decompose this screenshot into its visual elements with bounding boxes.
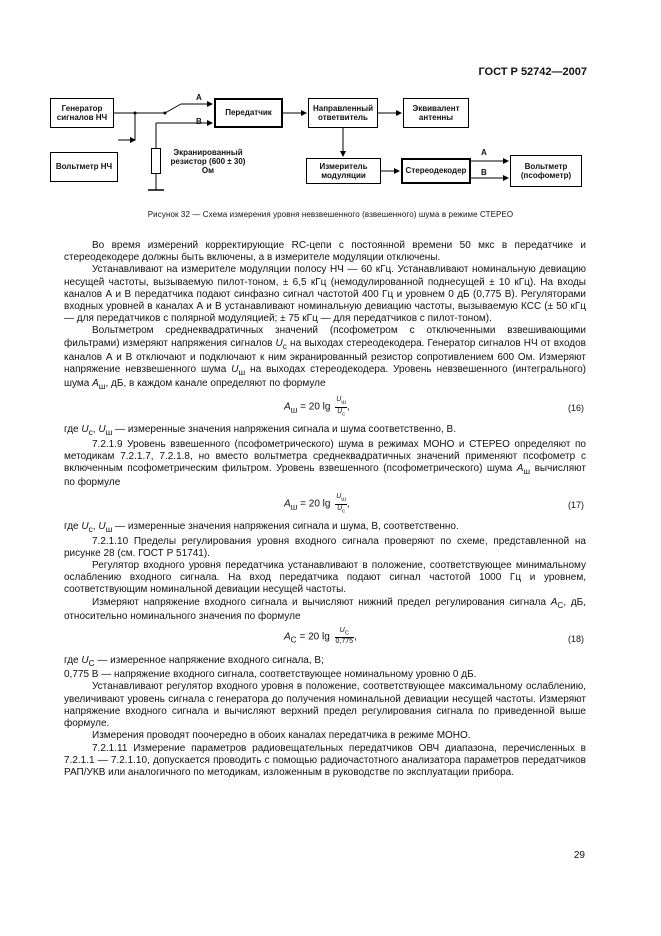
- paragraph: где $U_c$, $U_ш$ — измеренные значения напряжения сигнала и шума, В, соответственно.: [64, 521, 459, 535]
- voltmeter-lf-block: Вольтметр НЧ: [50, 152, 118, 182]
- psophometer-block: Вольтметр (псофометр): [510, 155, 582, 187]
- paragraph: Измерения проводят поочередно в обоих каналах передатчика в режиме МОНО.: [92, 730, 471, 742]
- document-header: ГОСТ Р 52742—2007: [478, 66, 587, 78]
- paragraph: Измеряют напряжение входного сигнала и вычисляют нижний предел регулирования сигнала $A_C$, дБ, относительно номинального значения по формуле: [64, 596, 586, 622]
- transmitter-block: Передатчик: [214, 98, 283, 128]
- switch-b-label: B: [196, 117, 202, 126]
- paragraph: 7.2.1.9 Уровень взвешенного (псофометрического) шума в режимах МОНО и СТЕРЕО определяют по методикам 7.2.1.7, 7.2.1.8, но вместо вольтметра среднеквадратичных значений применяют псофометр с включенным псофометрическим фильтром. Уровень взвешенного (псофометрического) шума $A_ш$ вычисляют по формуле: [64, 438, 586, 489]
- shielded-resistor-label: Экранированный резистор (600 ± 30) Ом: [170, 148, 246, 176]
- generator-block: Генератор сигналов НЧ: [50, 98, 114, 128]
- switch-lever: [165, 104, 181, 113]
- formula-number: (16): [567, 403, 584, 414]
- modulation-meter-block: Измеритель модуляции: [306, 158, 381, 184]
- page-number: 29: [573, 850, 585, 861]
- paragraph: где $U_c$, $U_ш$ — измеренные значения напряжения сигнала и шума соответственно, В.: [64, 424, 456, 438]
- directional-coupler-block: Направленный ответвитель: [308, 98, 378, 128]
- output-b-label: B: [481, 168, 487, 177]
- paragraph: 0,775 В — напряжение входного сигнала, соответствующее номинальному уровню 0 дБ.: [64, 669, 477, 681]
- figure-caption: Рисунок 32 — Схема измерения уровня невзвешенного (взвешенного) шума в режиме СТЕРЕО: [147, 210, 514, 219]
- formula-17: $A_ш = 20$ lg $\frac{U_ш}{U_c}$ , (17): [284, 493, 584, 515]
- paragraph: Во время измерений корректирующие RC-цепи с постоянной времени 50 мкс в передатчике и стереодекодере должны быть включены, а в измерителе модуляции отключены.: [64, 240, 586, 264]
- formula-number: (18): [567, 634, 584, 645]
- formula-number: (17): [567, 500, 584, 511]
- paragraph: 7.2.1.10 Пределы регулирования уровня входного сигнала проверяют по схеме, представленной на рисунке 28 (см. ГОСТ Р 51741).: [64, 535, 586, 559]
- paragraph: Вольтметром среднеквадратичных значений (псофометром с отключенными взвешивающими фильтрами) измеряют напряжения сигналов $U_c$ на выходах стереодекодера. Генератор сигналов НЧ от входов каналов А и В отключают и подключают к ним экранированный резистор сопротивлением 600 Ом. Измеряют напряжение невзвешенного шума $U_ш$ на выходах стереодекодера. Уровень невзвешенного (интегрального) шума $A_ш$, дБ, в каждом канале определяют по формуле: [64, 325, 587, 392]
- body-text: [64, 240, 586, 779]
- output-a-label: A: [481, 148, 487, 157]
- formula-18: $A_C = 20$ lg $\frac{U_C}{0,775}$ , (18): [284, 627, 584, 646]
- switch-a-label: A: [196, 93, 202, 102]
- stereo-decoder-block: Стереодекодер: [401, 158, 471, 184]
- resistor-symbol: [151, 148, 161, 174]
- block-diagram: [0, 0, 661, 230]
- paragraph: 7.2.1.11 Измерение параметров радиовещательных передатчиков ОВЧ диапазона, перечисленных в 7.2.1.1 — 7.2.1.10, допускается проводить с помощью радиочастотного анализатора параметров передатчиков РАП/УКВ или аналогичного по методикам, изложенным в руководстве по эксплуатации прибора.: [64, 742, 586, 778]
- paragraph: Устанавливают регулятор входного уровня в положение, соответствующее максимальному ослаблению, увеличивают уровень сигнала с генератора до получения номинальной девиации несущей частоты. Измеряют напряжение входного сигнала и вычисляют верхний предел регулирования сигнала по приведенной выше формуле.: [64, 681, 586, 730]
- paragraph: где $U_C$ — измеренное напряжение входного сигнала, В;: [64, 655, 324, 669]
- formula-16: $A_ш = 20$ lg $\frac{U_ш}{U_c}$ , (16): [284, 396, 584, 418]
- paragraph: Устанавливают на измерителе модуляции полосу НЧ — 60 кГц. Устанавливают номинальную девиацию несущей частоты, вызываемую пилот-тоном, ± 6,5 кГц (немодулированной поднесущей ± 10 кГц). На входы каналов А и В передатчика подают синфазно сигнал частотой 400 Гц и уровнем 0 дБ (0,775 В). Регуляторами входных уровней в каналах А и В устанавливают номинальную девиацию частоты, вызываемую КСС (± 50 кГц — для передатчиков с полярной модуляцией; ± 75 кГц — для передатчиков с пилот-тоном).: [64, 264, 586, 325]
- antenna-equivalent-block: Эквивалент антенны: [403, 98, 469, 128]
- paragraph: Регулятор входного уровня передатчика устанавливают в положение, соответствующее минимальному ослаблению входного сигнала. На вход передатчика подают сигнал частотой 1000 Гц и уровнем, соответствующим номинальной девиации несущей частоты.: [64, 560, 586, 596]
